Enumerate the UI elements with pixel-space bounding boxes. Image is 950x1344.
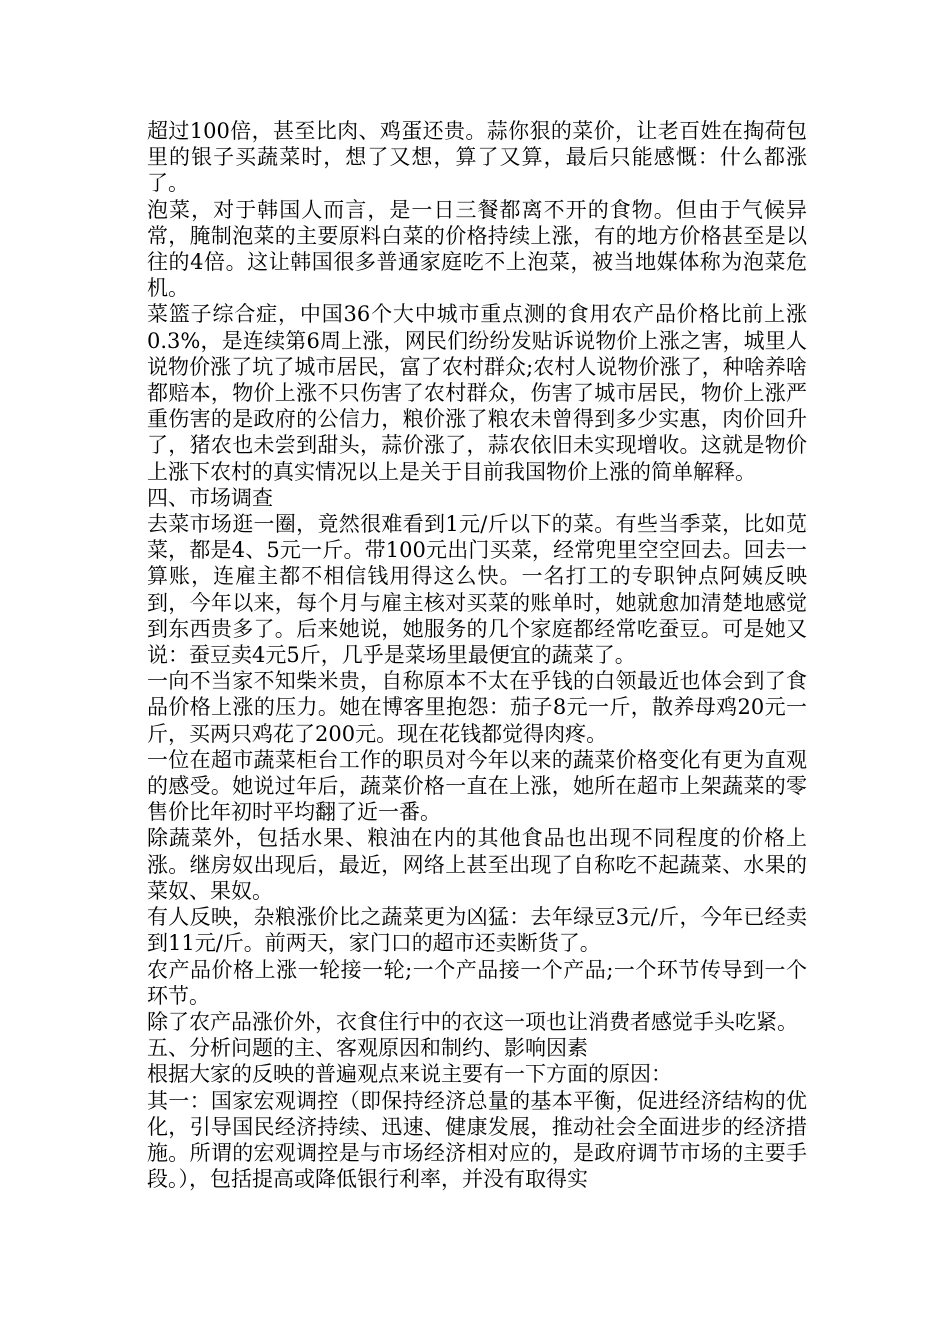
paragraph-supermarket-clerk: 一位在超市蔬菜柜台工作的职员对今年以来的蔬菜价格变化有更为直观的感受。她说过年后，蔬菜价格一直在上涨，她所在超市上架蔬菜的零售价比年初时平均翻了近一番。 xyxy=(147,747,807,825)
paragraph-white-collar: 一向不当家不知柴米贵，自称原本不太在乎钱的白领最近也体会到了食品价格上涨的压力。她在博客里抱怨：茄子8元一斤，散养母鸡20元一斤，买两只鸡花了200元。现在花钱都觉得肉疼。 xyxy=(147,669,807,746)
paragraph-grain-prices: 有人反映，杂粮涨价比之蔬菜更为凶猛：去年绿豆3元/斤，今年已经卖到11元/斤。前两天，家门口的超市还卖断货了。 xyxy=(147,905,807,956)
document-page xyxy=(147,118,807,1192)
paragraph-kimchi-crisis: 泡菜，对于韩国人而言，是一日三餐都离不开的食物。但由于气候异常，腌制泡菜的主要原料白菜的价格持续上涨，有的地方价格甚至是以往的4倍。这让韩国很多普通家庭吃不上泡菜，被当地媒体称为泡菜危机。 xyxy=(147,197,807,301)
paragraph-basket-syndrome: 菜篮子综合症，中国36个大中城市重点测的食用农产品价格比前上涨0.3%，是连续第6周上涨，网民们纷纷发贴诉说物价上涨之害，城里人说物价涨了坑了城市居民，富了农村群众;农村人说物价涨了，种啥养啥都赔本，物价上涨不只伤害了农村群众，伤害了城市居民，物价上涨严重伤害的是政府的公信力，粮价涨了粮农未曾得到多少实惠，肉价回升了，猪农也未尝到甜头，蒜价涨了，蒜农依旧未实现增收。这就是物价上涨下农村的真实情况以上是关于目前我国物价上涨的简单解释。 xyxy=(147,302,807,484)
paragraph-other-foods: 除蔬菜外，包括水果、粮油在内的其他食品也出现不同程度的价格上涨。继房奴出现后，最近，网络上甚至出现了自称吃不起蔬菜、水果的菜奴、果奴。 xyxy=(147,826,807,903)
paragraph-market-visit: 去菜市场逛一圈，竟然很难看到1元/斤以下的菜。有些当季菜，比如苋菜，都是4、5元一斤。带100元出门买菜，经常兜里空空回去。回去一算账，连雇主都不相信钱用得这么快。一名打工的专职钟点阿姨反映到，今年以来，每个月与雇主核对买菜的账单时，她就愈加清楚地感觉到东西贵多了。后来她说，她服务的几个家庭都经常吃蚕豆。可是她又说：蚕豆卖4元5斤，几乎是菜场里最便宜的蔬菜了。 xyxy=(147,512,807,668)
section-heading-analysis: 五、分析问题的主、客观原因和制约、影响因素 xyxy=(147,1036,588,1061)
paragraph-clothing: 除了农产品涨价外，衣食住行中的衣这一项也让消费者感觉手头吃紧。 xyxy=(147,1009,798,1034)
paragraph-reasons-intro: 根据大家的反映的普遍观点来说主要有一下方面的原因： xyxy=(147,1062,672,1087)
section-heading-market-survey: 四、市场调查 xyxy=(147,485,273,510)
paragraph-price-chain: 农产品价格上涨一轮接一轮;一个产品接一个产品;一个环节传导到一个环节。 xyxy=(147,957,807,1008)
paragraph-vegetable-prices: 超过100倍，甚至比肉、鸡蛋还贵。蒜你狠的菜价，让老百姓在掏荷包里的银子买蔬菜时，想了又想，算了又算，最后只能感慨：什么都涨了。 xyxy=(147,119,807,196)
paragraph-macro-control: 其一：国家宏观调控（即保持经济总量的基本平衡，促进经济结构的优化，引导国民经济持续、迅速、健康发展，推动社会全面进步的经济措施。所谓的宏观调控是与市场经济相对应的，是政府调节市场的主要手段。），包括提高或降低银行利率，并没有取得实 xyxy=(147,1088,807,1192)
